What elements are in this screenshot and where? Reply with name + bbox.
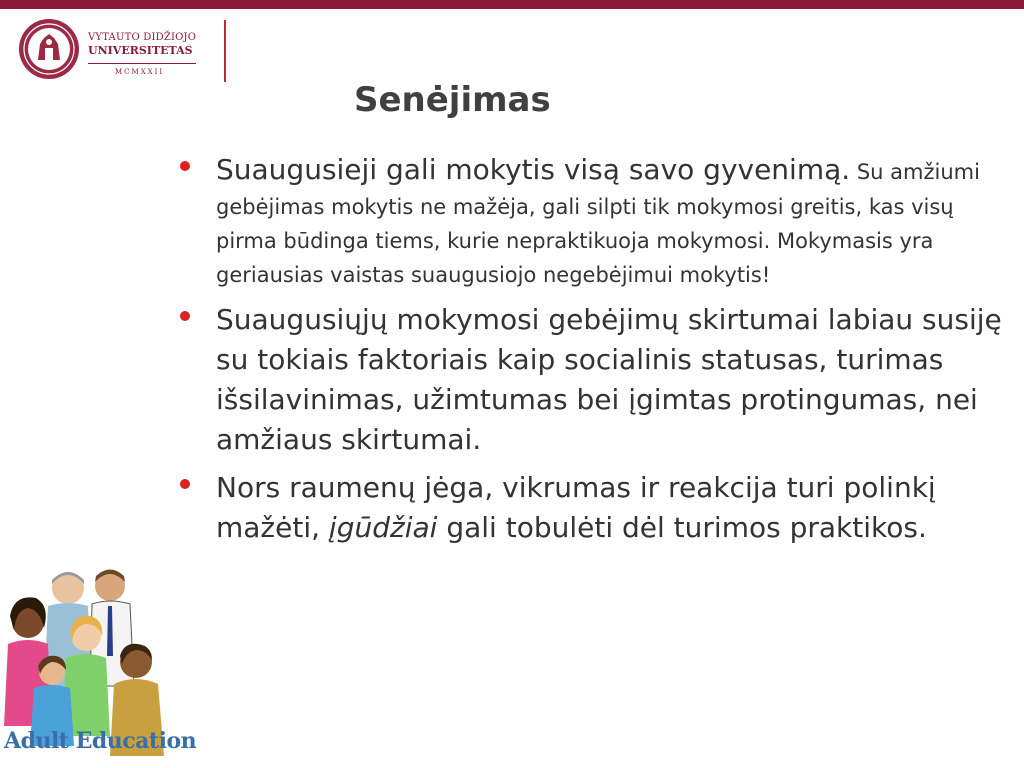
university-logo [18,18,218,84]
logo-year-rule [88,59,196,76]
university-seal-icon [18,18,80,80]
bullet-2-text: Suaugusiųjų mokymosi gebėjimų skirtumai labiau susiję su tokiais faktoriais kaip socialinis statusas, turimas išsilavinimas, užimtumas bei įgimtas protingumas, nei amžiaus skirtumai. [216,303,1002,456]
logo-line-1: VYTAUTO DIDŽIOJO [88,32,197,43]
logo-year: MCMXXII [112,68,167,77]
slide-title: Senėjimas [354,80,551,120]
bullet-1-lead: Suaugusieji gali mokytis visą savo gyvenimą. [216,153,851,186]
bullet-item-3 [176,468,1006,548]
bullet-1-detail: Su amžiumi gebėjimas mokytis ne mažėja, gali silpti tik mokymosi greitis, kas visų pirma būdinga tiems, kurie nepraktikuoja mokymosi. Mokymasis yra geriausias vaistas suaugusiojo negebėjimui mokytis! [216,160,980,287]
logo-line-2: UNIVERSITETAS [88,44,193,57]
clipart-caption: Adult Education [4,728,197,754]
logo-wordmark [88,32,208,76]
top-accent-bar [0,0,1024,9]
bullet-list [176,150,1006,556]
bullet-dot-icon [180,479,190,489]
bullet-dot-icon [180,161,190,171]
bullet-item-1 [176,150,1006,292]
bullet-3-italic: įgūdžiai [328,511,438,544]
bullet-3-after: gali tobulėti dėl turimos praktikos. [437,511,927,544]
bullet-dot-icon [180,311,190,321]
bullet-item-2 [176,300,1006,460]
bullet-3-before: Nors raumenų jėga, vikrumas ir reakcija turi polinkį mažėti, [216,471,936,544]
logo-divider [224,20,226,82]
